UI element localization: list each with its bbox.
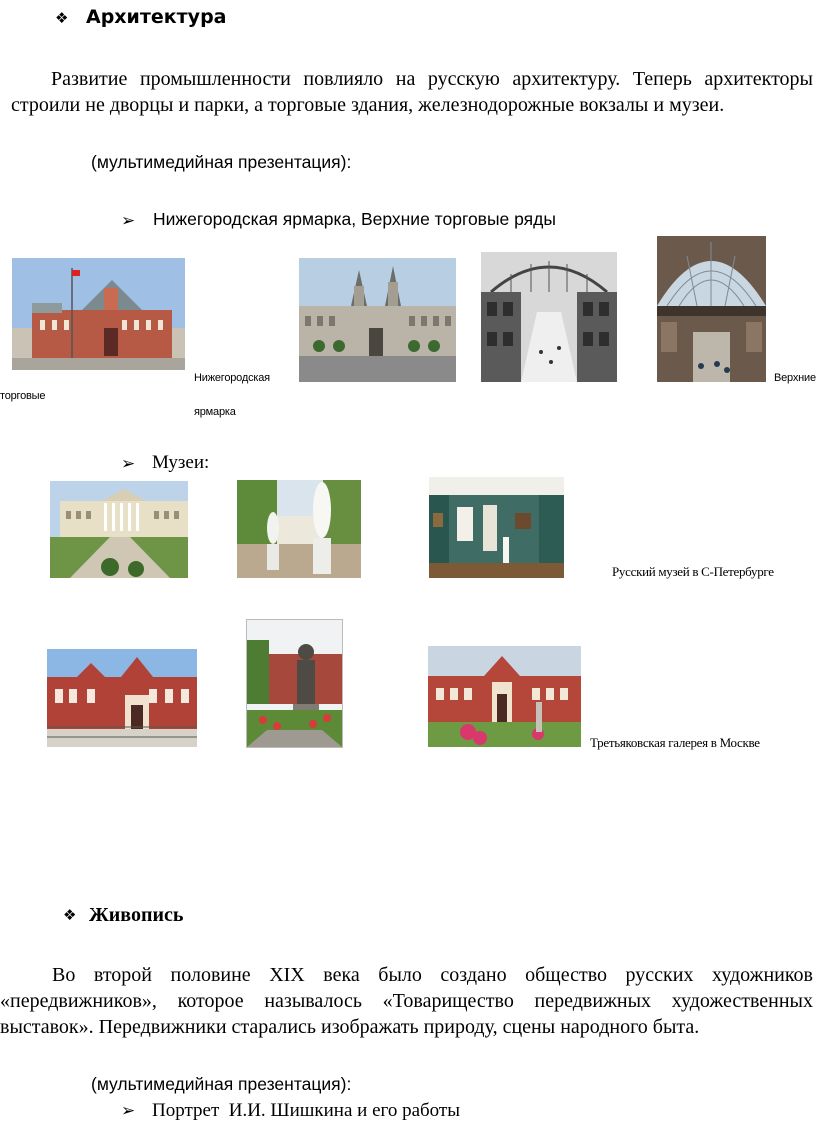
caption-nizhny-2: ярмарка xyxy=(194,406,236,418)
caption-russian-museum: Русский музей в С-Петербурге xyxy=(612,564,774,579)
photo-tretyakov-gallery-front xyxy=(428,646,581,747)
painting-paragraph: Во второй половине XIX века было создано общество русских художников «передвижников», которое называлось «Товарищество передвижных художественных выставок». Передвижники старались изображать природу, сцены народного быта. xyxy=(0,964,813,1038)
arrow-bullet-icon: ➢ xyxy=(121,211,136,231)
caption-tretyakov: Третьяковская галерея в Москве xyxy=(590,735,760,750)
photo-russian-museum-facade xyxy=(50,481,188,578)
caption-nizhny-1: Нижегородская xyxy=(194,372,270,384)
photo-russian-museum-statues xyxy=(237,480,361,578)
four-diamond-bullet-icon: ❖ xyxy=(63,906,77,924)
caption-upper-2: торговые xyxy=(0,390,46,402)
item-shishkin-portrait: Портрет И.И. Шишкина и его работы xyxy=(152,1100,460,1121)
presentation-note: (мультимедийная презентация): xyxy=(91,1074,352,1094)
arrow-bullet-icon: ➢ xyxy=(121,1101,136,1121)
photo-tretyakov-monument xyxy=(247,620,342,747)
arrow-bullet-icon: ➢ xyxy=(121,454,136,474)
photo-upper-trading-rows-interior-bw xyxy=(481,252,617,382)
photo-upper-trading-rows-glass-roof xyxy=(657,236,766,382)
item-nizhny-fair-upper-rows: Нижегородская ярмарка, Верхние торговые ряды xyxy=(153,209,556,229)
painting-heading: Живопись xyxy=(89,904,184,926)
architecture-heading: Архитектура xyxy=(86,6,227,28)
photo-upper-trading-rows-exterior xyxy=(299,258,456,382)
photo-nizhny-novgorod-fair xyxy=(12,258,185,370)
photo-russian-museum-interior xyxy=(429,477,564,578)
caption-upper-1: Верхние xyxy=(774,372,816,384)
architecture-paragraph: Развитие промышленности повлияло на русскую архитектуру. Теперь архитекторы строили не дворцы и парки, а торговые здания, железнодорожные вокзалы и музеи. xyxy=(11,68,813,116)
photo-tretyakov-gallery-facade xyxy=(47,649,197,747)
four-diamond-bullet-icon: ❖ xyxy=(55,9,69,27)
item-museums: Музеи: xyxy=(152,452,210,473)
presentation-note: (мультимедийная презентация): xyxy=(91,152,352,172)
